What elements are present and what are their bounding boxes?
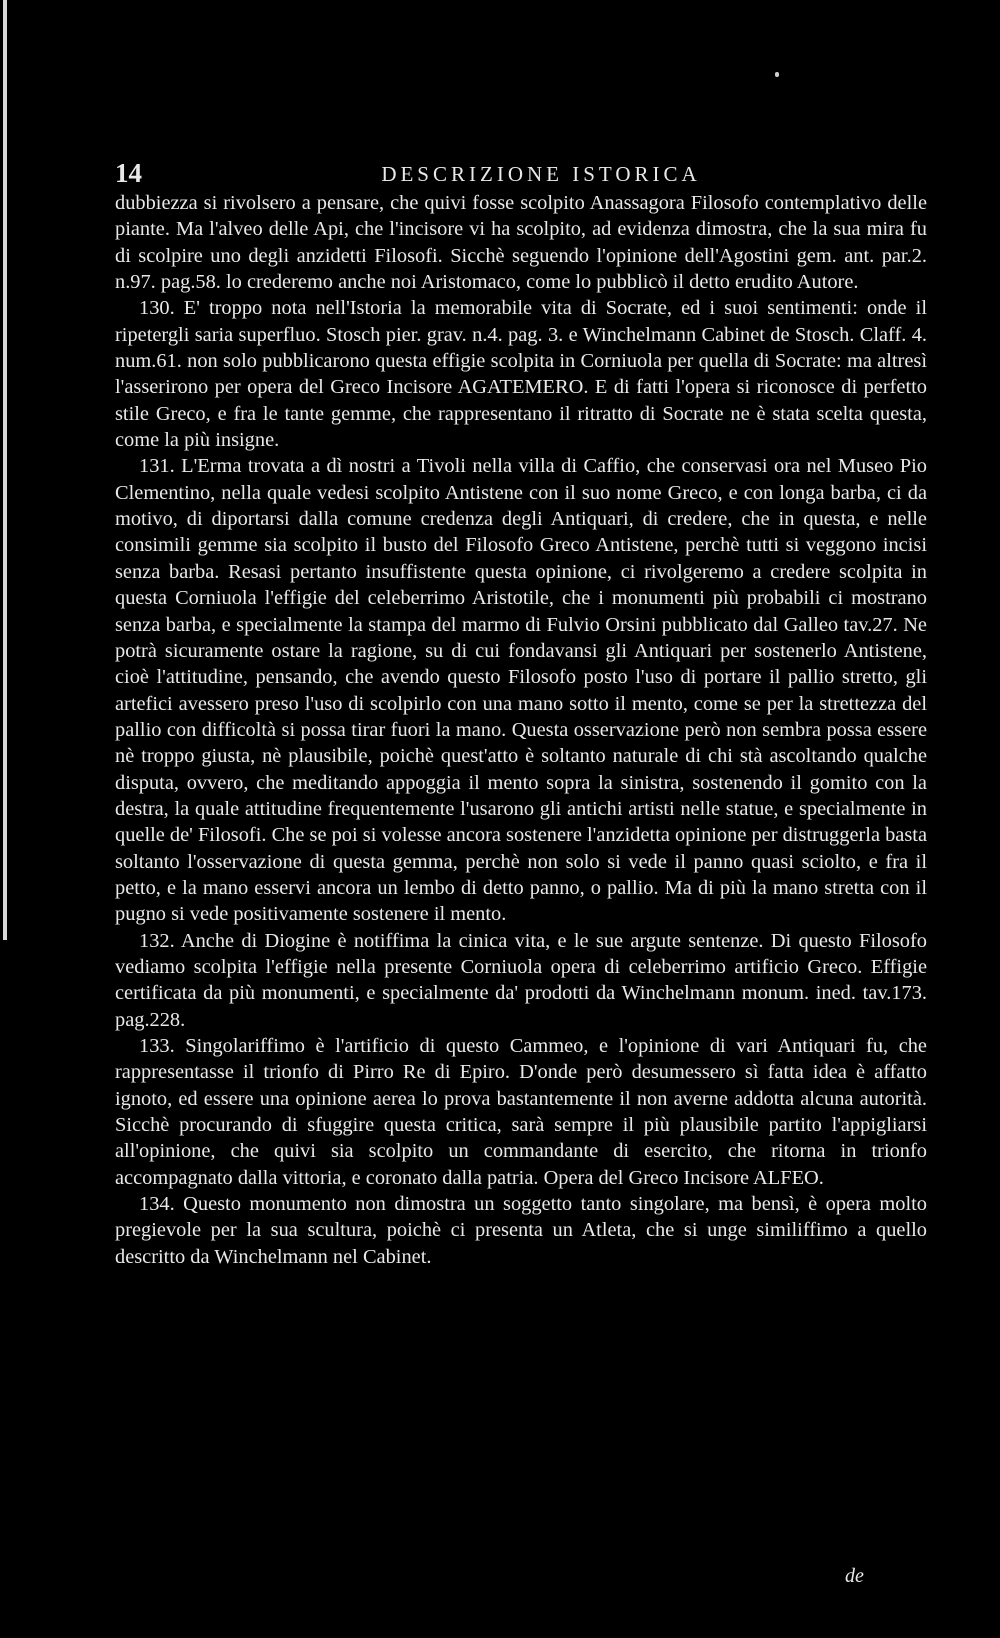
running-head: DESCRIZIONE ISTORICA bbox=[381, 162, 701, 186]
paragraph-133: 133. Singolariffimo è l'artificio di questo Cammeo, e l'opinione di vari Antiquari fu, che rappresentasse il trionfo di Pirro Re di Epiro. D'onde però desumessero sì fatta idea è affatto ignoto, ed essere una opinione aerea lo prova bastantemente il non averne addotta alcuna autorità. Sicchè procurando di sfuggire questa critica, sarà sempre il più plausibile partito l'appigliarsi all'opinione, che quivi sia scolpito un commandante di esercito, che ritorna in trionfo accompagnato dalla vittoria, e coronato dalla patria. Opera del Greco Incisore ALFEO. bbox=[115, 1035, 927, 1189]
paragraph-130: 130. E' troppo nota nell'Istoria la memorabile vita di Socrate, ed i suoi sentimenti: onde il ripetergli saria superfluo. Stosch pier. grav. n.4. pag. 3. e Winchelmann Cabinet de Stosch. Claff. 4. num.61. non solo pubblicarono questa effigie scolpita in Corniuola per quella di Socrate: ma altresì l'asserirono per opera del Greco Incisore AGATEMERO. E di fatti l'opera si riconosce di perfetto stile Greco, e fra le tante gemme, che rappresentano il ritratto di Socrate ne è stata scelta questa, come la più insigne. bbox=[115, 297, 927, 452]
body-text bbox=[115, 190, 927, 1270]
print-speck bbox=[775, 72, 779, 77]
paragraph-134: 134. Questo monumento non dimostra un soggetto tanto singolare, ma bensì, è opera molto pregievole per la sua scultura, poichè ci presenta un Atleta, che si unge similiffimo a quello descritto da Winchelmann nel Cabinet. bbox=[115, 1193, 927, 1268]
paragraph-131: 131. L'Erma trovata a dì nostri a Tivoli nella villa di Caffio, che conservasi ora nel Museo Pio Clementino, nella quale vedesi scolpito Antistene con il suo nome Greco, e con longa barba, ci da motivo, di diportarsi dalla comune credenza degli Antiquari, di credere, che in questa, e nelle consimili gemme sia scolpito il busto del Filosofo Greco Antistene, perchè tutti si veggono incisi senza barba. Resasi pertanto insuffistente questa opinione, ci rivolgeremo a credere scolpita in questa Corniuola l'effigie del celeberrimo Aristotile, che i monumenti più probabili ci mostrano senza barba, e specialmente la stampa del marmo di Fulvio Orsini pubblicato dal Galleo tav.27. Ne potrà sicuramente ostare la ragione, su di cui fondavansi gli Antiquari per sostenerlo Antistene, cioè l'attitudine, pensando, che avendo questo Filosofo posto l'uso di portare il pallio stretto, gli artefici avessero preso l'uso di scolpirlo con una mano sotto il mento, come se per la strettezza del pallio con difficoltà si possa tirar fuori la mano. Questa osservazione però non sembra possa essere nè troppo giusta, nè plausibile, poichè quest'atto è soltanto naturale di chi stà ascoltando qualche disputa, ovvero, che meditando appoggia il mento sopra la sinistra, sostenendo il gomito con la destra, la quale attitudine frequentemente l'usarono gli antichi artisti nelle statue, e specialmente in quelle de' Filosofi. Che se poi si volesse ancora sostenere l'anzidetta opinione per distruggerla basta soltanto l'osservazione di questa gemma, perchè non solo si vede il panno quasi sciolto, e fra il petto, e la mano esservi ancora un lembo di detto panno, o pallio. Ma di più la mano stretta con il pugno si vede positivamente sostenere il mento. bbox=[115, 455, 927, 926]
book-spine-edge bbox=[3, 0, 7, 940]
page-number: 14 bbox=[115, 158, 142, 188]
paragraph-132: 132. Anche di Diogine è notiffima la cinica vita, e le sue argute sentenze. Di questo Filosofo vediamo scolpita l'effigie nella presente Corniuola opera di celeberrimo artificio Greco. Effigie certificata da più monumenti, e specialmente da' prodotti da Winchelmann monum. ined. tav.173. pag.228. bbox=[115, 929, 927, 1031]
page-header bbox=[115, 158, 927, 188]
catchword: de bbox=[845, 1565, 864, 1587]
paragraph-continuation: dubbiezza si rivolsero a pensare, che quivi fosse scolpito Anassagora Filosofo contemplativo delle piante. Ma l'alveo delle Api, che l'incisore vi ha scolpito, ad evidenza dimostra, che la sua mira fu di scolpire uno degli anzidetti Filosofi. Sicchè seguendo l'opinione dell'Agostini gem. ant. par.2. n.97. pag.58. lo crederemo anche noi Aristomaco, come lo pubblicò il detto erudito Autore. bbox=[115, 192, 927, 294]
book-page bbox=[115, 158, 927, 1270]
